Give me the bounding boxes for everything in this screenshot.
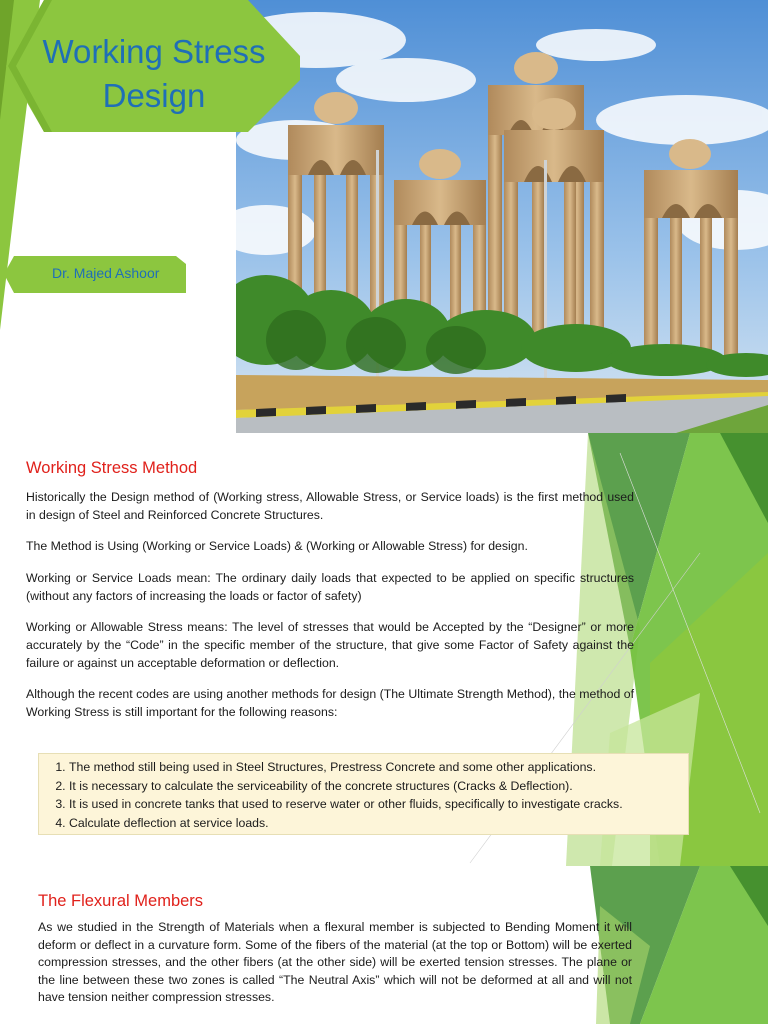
paragraph-history: Historically the Design method of (Working stress, Allowable Stress, or Service loads) is the first method used in design of Steel and Reinforced Concrete Structures. xyxy=(26,490,634,522)
reasons-list xyxy=(47,758,688,832)
author-name: Dr. Majed Ashoor xyxy=(52,265,160,281)
reasons-box xyxy=(38,753,689,835)
method-content xyxy=(26,459,634,734)
title-banner xyxy=(0,0,300,132)
method-slide xyxy=(0,433,768,866)
paragraph-method-usage: The Method is Using (Working or Service Loads) & (Working or Allowable Stress) for design. xyxy=(26,539,528,553)
list-item: 1. The method still being used in Steel Structures, Prestress Concrete and some other applications. xyxy=(69,758,688,777)
list-item: 2. It is necessary to calculate the serviceability of the concrete structures (Cracks & Deflection). xyxy=(69,777,688,796)
paragraph-reasons-intro: Although the recent codes are using another methods for design (The Ultimate Strength Method), the method of Working Stress is still important for the following reasons: xyxy=(26,687,634,719)
paragraph-allowable-stress: Working or Allowable Stress means: The level of stresses that would be Accepted by the “Designer” or more accurately by the “Code” in the specific member of the structure, that give some Factor of Safety against the failure or against un acceptable deformation or deflection. xyxy=(26,620,634,670)
list-item: 4. Calculate deflection at service loads. xyxy=(69,814,688,833)
paragraph-flexural: As we studied in the Strength of Materials when a flexural member is subjected to Bending Moment it will deform or deflect in a curvature form. Some of the fibers of the material (at the top or Bottom) will be exerted compression stresses, and the other fibers (at the other side) will be exerted tension stresses. The plane or the line between these two zones is called “The Neutral Axis” which will not be deformed at all and will not have tension neither compression stresses. xyxy=(38,920,632,1004)
method-heading: Working Stress Method xyxy=(26,459,198,477)
flexural-heading: The Flexural Members xyxy=(38,892,204,910)
paragraph-service-loads: Working or Service Loads mean: The ordinary daily loads that expected to be applied on specific structures (without any factors of increasing the loads or factor of safety) xyxy=(26,571,634,603)
author-banner xyxy=(4,256,186,293)
list-item: 3. It is used in concrete tanks that used to reserve water or other fluids, specifically to investigate cracks. xyxy=(69,795,688,814)
flexural-slide xyxy=(0,866,768,1024)
document-title xyxy=(14,30,294,118)
title-slide xyxy=(0,0,768,433)
landmark-photo xyxy=(236,0,768,433)
title-line-1: Working Stress xyxy=(42,33,266,70)
title-line-2: Design xyxy=(102,77,206,114)
flexural-content xyxy=(38,892,632,1020)
